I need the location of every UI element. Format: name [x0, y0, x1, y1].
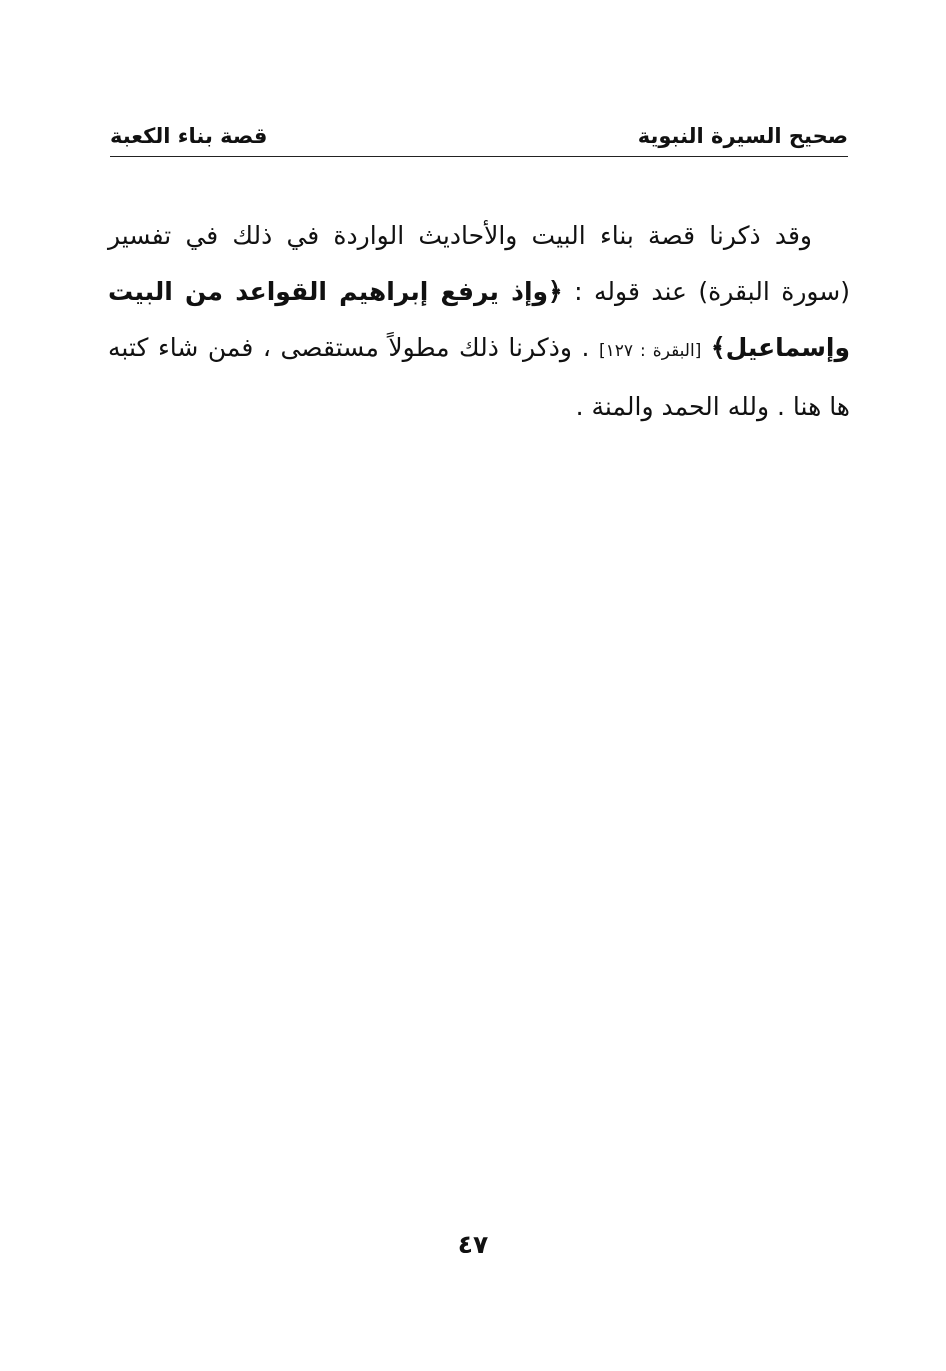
page-number: ٤٧	[457, 1230, 489, 1259]
text-before-verse: وقد ذكرنا قصة بناء البيت والأحاديث الواردة في ذلك في تفسير (سورة البقرة) عند قوله :	[108, 221, 851, 306]
verse-reference: [البقرة : ١٢٧]	[598, 341, 702, 361]
chapter-title: قصة بناء الكعبة	[110, 124, 268, 148]
header-divider	[110, 156, 848, 157]
quran-verse: ﴿وإذ يرفع إبراهيم القواعد من البيت وإسماعيل﴾	[108, 277, 851, 362]
text-after-verse: . وذكرنا ذلك مطولاً مستقصى ، فمن شاء كتبه ها هنا . ولله الحمد والمنة .	[108, 333, 850, 421]
book-title: صحيح السيرة النبوية	[637, 124, 848, 148]
paragraph	[108, 208, 850, 435]
main-text	[108, 208, 850, 435]
running-header	[110, 118, 848, 154]
